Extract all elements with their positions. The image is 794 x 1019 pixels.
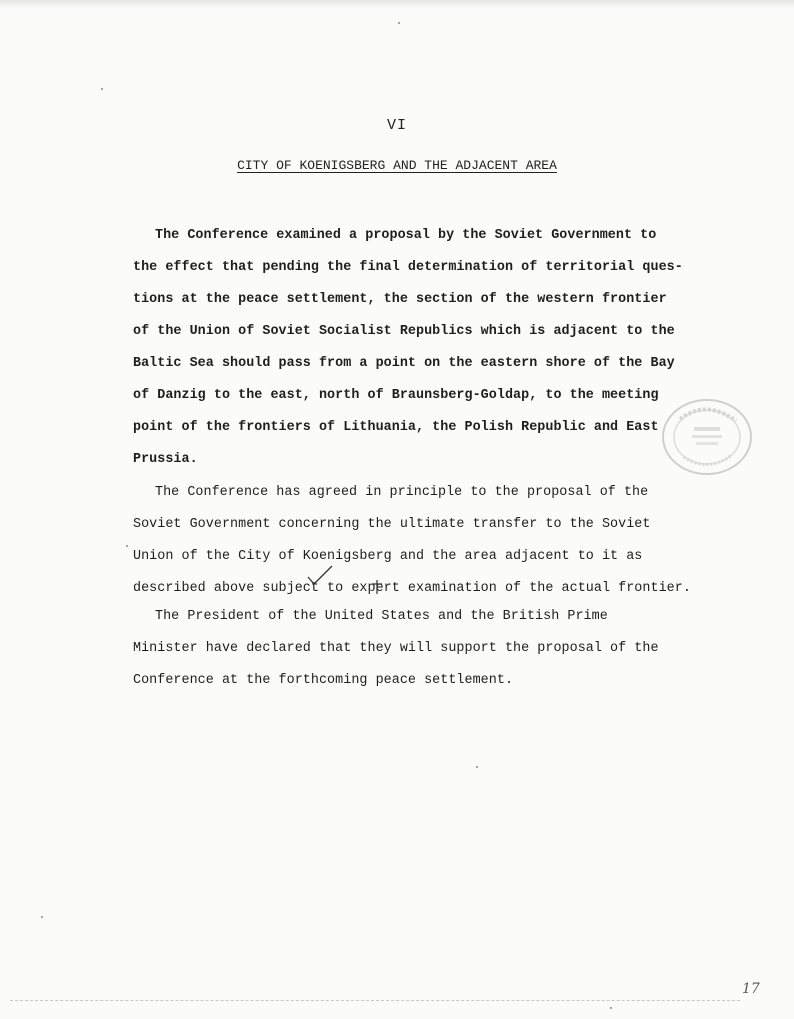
paragraph-line: point of the frontiers of Lithuania, the Polish Republic and East: [133, 420, 659, 435]
paragraph-line: of Danzig to the east, north of Braunsberg-Goldap, to the meeting: [133, 388, 659, 403]
insertion-mark-icon: [370, 579, 384, 595]
page-number: 17: [742, 981, 760, 997]
speck: [610, 1007, 612, 1009]
speck: [476, 766, 478, 768]
speck: [398, 22, 400, 24]
paragraph-line: Prussia.: [133, 452, 198, 467]
paragraph-line: the effect that pending the final determination of territorial ques-: [133, 260, 683, 275]
paragraph-3: [133, 601, 678, 697]
speck: [101, 88, 103, 90]
paragraph-line: Soviet Government concerning the ultimate transfer to the Soviet: [133, 517, 651, 532]
section-heading-text: CITY OF KOENIGSBERG AND THE ADJACENT AREA: [237, 158, 557, 173]
paragraph-line: The Conference has agreed in principle to the proposal of the: [155, 485, 649, 500]
page-top-edge: [0, 0, 794, 8]
paragraph-line: Conference at the forthcoming peace settlement.: [133, 673, 514, 688]
paragraph-line: The President of the United States and the British Prime: [155, 609, 608, 624]
speck: [126, 545, 128, 547]
checkmark-icon: [305, 563, 335, 589]
section-number: VI: [386, 117, 407, 134]
paragraph-line: of the Union of Soviet Socialist Republics which is adjacent to the: [133, 324, 675, 339]
paragraph-line: The Conference examined a proposal by the Soviet Government to: [155, 228, 657, 243]
page-bottom-edge: [10, 1000, 740, 1002]
section-heading: [0, 158, 794, 173]
paragraph-line: Minister have declared that they will support the proposal of the: [133, 641, 659, 656]
speck: [41, 916, 43, 918]
paragraph-line: Union of the City of Koenigsberg and the area adjacent to it as: [133, 549, 643, 564]
library-stamp-icon: [660, 397, 754, 477]
paragraph-line: Baltic Sea should pass from a point on the eastern shore of the Bay: [133, 356, 675, 371]
paragraph-1: [133, 220, 683, 476]
paragraph-2: [133, 477, 691, 605]
paragraph-line: described above subject to expert examination of the actual frontier.: [133, 581, 691, 596]
paragraph-line: tions at the peace settlement, the section of the western frontier: [133, 292, 667, 307]
